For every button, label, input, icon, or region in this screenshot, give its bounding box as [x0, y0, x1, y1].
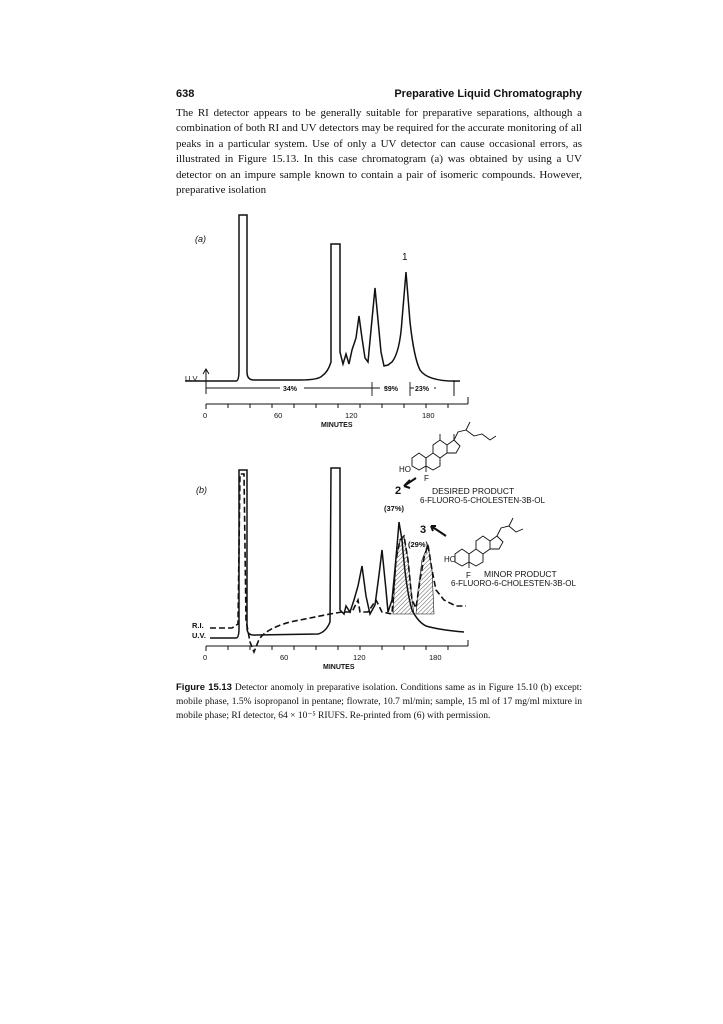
- desired-product-title: DESIRED PRODUCT: [432, 486, 515, 496]
- minor-product-title: MINOR PRODUCT: [484, 569, 557, 579]
- peak-3-percent: (29%): [408, 540, 429, 549]
- fraction-label: 23%: [415, 386, 430, 393]
- body-paragraph: The RI detector appears to be generally suitable for preparative separations, although a combination of both RI and UV detectors may be required for the accurate monitoring of all peaks in a particular system. Use of only a UV detector can cause occasional errors, as illustrated in Figure 15.13. In this case chromatogram (a) was obtained by using a UV detector on an impure sample known to contain a pair of isomeric compounds. However, preparative isolation: [176, 107, 582, 197]
- panel-b-uv-label: U.V.: [192, 631, 206, 640]
- peak-3-arrow: [431, 526, 446, 536]
- page-number: 638: [176, 88, 195, 100]
- x-tick-label: 0: [203, 653, 208, 662]
- minor-product-name: 6-FLUORO-6-CHOLESTEN-3B-OL: [451, 579, 576, 588]
- panel-a-label: (a): [195, 234, 206, 244]
- x-tick-label: 180: [422, 411, 435, 420]
- minor-f-label: F: [466, 571, 471, 580]
- figure-caption: [176, 681, 582, 723]
- panel-b: [192, 422, 576, 671]
- peak-2-arrow: [404, 478, 416, 488]
- caption-text: Detector anomoly in preparative isolation. Conditions same as in Figure 15.10 (b) except: mobile phase, 1.5% isopropanol in pentane; flowrate, 10.7 ml/min; sample, 15 ml of 17 mg/ml mixture in mobile phase; RI detector, 64 × 10⁻⁵ RIUFS. Re-printed from (6) with permission.: [176, 683, 582, 721]
- x-tick-label: 120: [353, 653, 366, 662]
- desired-product-structure: [412, 422, 496, 472]
- x-axis-title: MINUTES: [323, 664, 355, 671]
- caption-label: Figure 15.13: [176, 682, 232, 693]
- peak-3-number: 3: [420, 524, 427, 536]
- peak-2-percent: (37%): [384, 504, 405, 513]
- panel-b-ri-label: R.I.: [192, 621, 204, 630]
- x-tick-label: 180: [429, 653, 442, 662]
- running-title: Preparative Liquid Chromatography: [394, 88, 582, 100]
- minor-product-structure: [455, 518, 523, 568]
- panel-a-uv-trace: [185, 215, 460, 381]
- peak-2-number: 2: [395, 485, 402, 497]
- peak3-fraction-hatch: [416, 545, 434, 614]
- minor-ho-label: HO: [444, 555, 456, 564]
- fraction-label: 34%: [283, 386, 298, 393]
- fraction-label: 39%: [384, 386, 399, 393]
- panel-a-uv-label: U.V.: [185, 374, 199, 383]
- peak-label: 1: [402, 252, 408, 263]
- desired-product-name: 6-FLUORO-5-CHOLESTEN-3B-OL: [420, 496, 545, 505]
- desired-ho-label: HO: [399, 465, 411, 474]
- x-axis-title: MINUTES: [321, 422, 353, 429]
- x-tick-label: 120: [345, 411, 358, 420]
- desired-f-label: F: [424, 474, 429, 483]
- x-tick-label: 60: [274, 411, 283, 420]
- panel-a: [185, 215, 468, 429]
- x-tick-label: 0: [203, 411, 208, 420]
- panel-b-label: (b): [196, 485, 207, 495]
- x-tick-label: 60: [280, 653, 289, 662]
